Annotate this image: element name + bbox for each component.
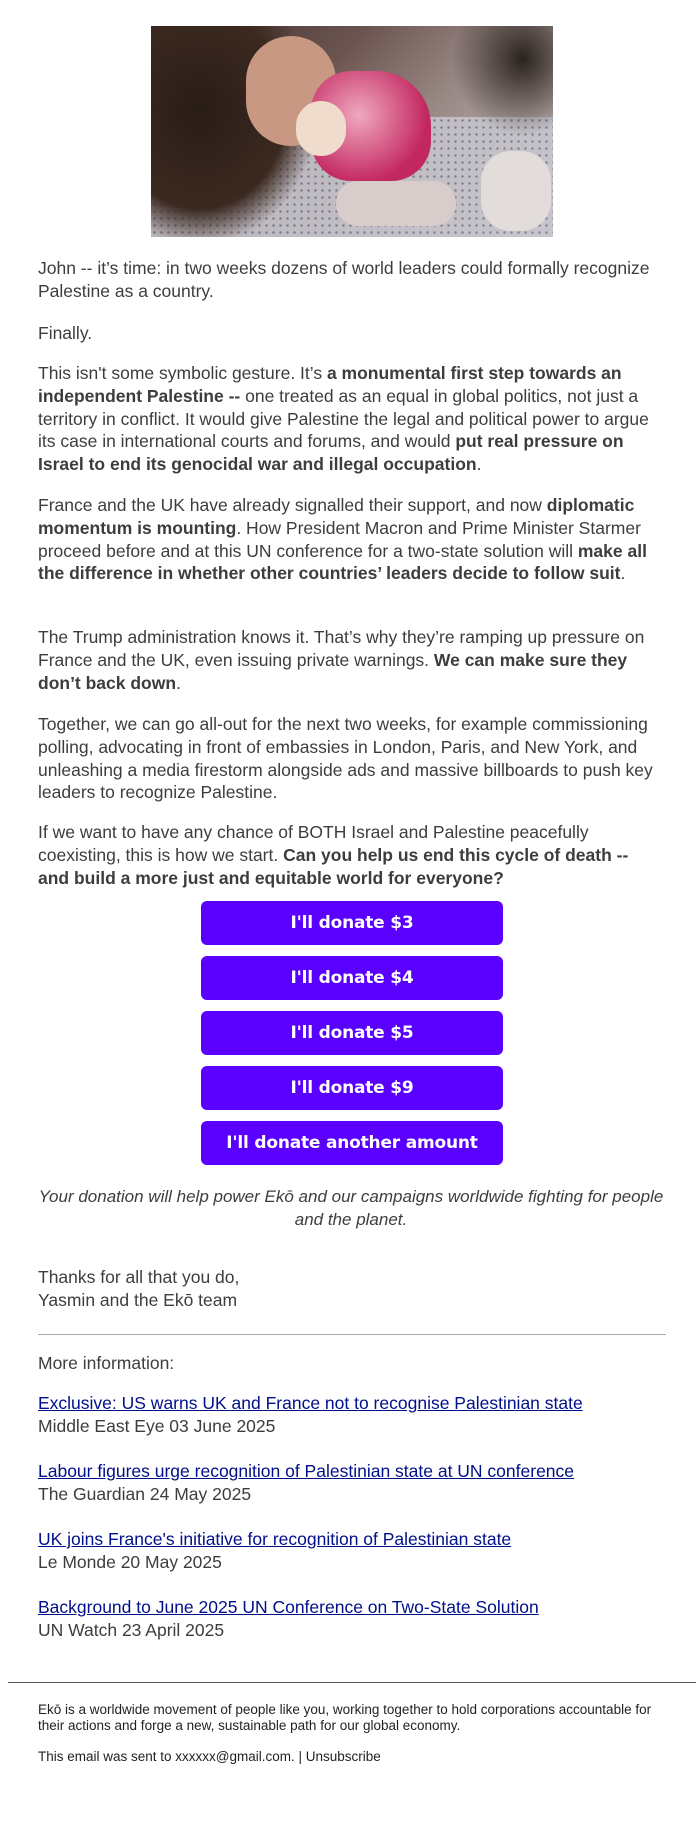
footer-sent-to: This email was sent to xxxxxx@gmail.com. | Unsubscribe (38, 1749, 381, 1764)
paragraph-trump: The Trump administration knows it. That’s why they’re ramping up pressure on France and the UK, even issuing private warnings. We can make sure they don’t back down. (38, 627, 645, 693)
donate-4-button[interactable]: I'll donate $4 (201, 956, 503, 1000)
paragraph-symbolic: This isn't some symbolic gesture. It’s a monumental first step towards an independent Palestine -- one treated as an equal in global politics, not just a territory in conflict. It would give Palestine the legal and political power to argue its case in international courts and forums, and would put real pressure on Israel to end its genocidal war and illegal occupation. (38, 363, 649, 475)
signoff-thanks: Thanks for all that you do, (38, 1267, 240, 1287)
donate-5-button[interactable]: I'll donate $5 (201, 1011, 503, 1055)
source-caption-2: The Guardian 24 May 2025 (38, 1484, 252, 1504)
source-caption-4: UN Watch 23 April 2025 (38, 1620, 225, 1640)
footer-about: Ekō is a worldwide movement of people like you, working together to hold corporations accountable for their actions and forge a new, sustainable path for our global economy. (38, 1702, 652, 1733)
paragraph-finally: Finally. (38, 323, 93, 343)
article-link[interactable]: Background to June 2025 UN Conference on Two-State Solution (38, 1597, 539, 1617)
donate-3-button[interactable]: I'll donate $3 (201, 901, 503, 945)
paragraph-together: Together, we can go all-out for the next two weeks, for example commissioning polling, advocating in front of embassies in London, Paris, and New York, and unleashing a media firestorm alongside ads and massive billboards to push key leaders to recognize Palestine. (38, 714, 653, 803)
hero-image (151, 26, 553, 237)
paragraph-momentum: France and the UK have already signalled their support, and now diplomatic momentum is mounting. How President Macron and Prime Minister Starmer proceed before and at this UN conference for a two-state solution will make all the difference in whether other countries’ leaders decide to follow suit. (38, 495, 647, 584)
signoff-team: Yasmin and the Ekō team (38, 1290, 238, 1310)
more-info-heading: More information: (38, 1353, 175, 1373)
donate-other-amount-button[interactable]: I'll donate another amount (201, 1121, 503, 1165)
divider (38, 1334, 666, 1335)
source-link-2[interactable] (38, 1460, 664, 1483)
donation-note: Your donation will help power Ekō and our campaigns worldwide fighting for people and the planet. (38, 1187, 664, 1229)
source-link-3[interactable] (38, 1528, 664, 1551)
source-link-4[interactable] (38, 1596, 664, 1619)
article-link[interactable]: Exclusive: US warns UK and France not to recognise Palestinian state (38, 1393, 583, 1413)
paragraph-ask: If we want to have any chance of BOTH Israel and Palestine peacefully coexisting, this is how we start. Can you help us end this cycle of death -- and build a more just and equitable world for everyone? (38, 822, 629, 888)
donate-9-button[interactable]: I'll donate $9 (201, 1066, 503, 1110)
article-link[interactable]: Labour figures urge recognition of Palestinian state at UN conference (38, 1461, 575, 1481)
unsubscribe-link[interactable]: Unsubscribe (305, 1749, 381, 1764)
paragraph-intro: John -- it’s time: in two weeks dozens of world leaders could formally recognize Palestine as a country. (38, 258, 650, 301)
source-caption-3: Le Monde 20 May 2025 (38, 1552, 222, 1572)
source-caption-1: Middle East Eye 03 June 2025 (38, 1416, 276, 1436)
source-link-1[interactable] (38, 1392, 664, 1415)
article-link[interactable]: UK joins France's initiative for recognition of Palestinian state (38, 1529, 512, 1549)
footer-divider (8, 1682, 696, 1683)
